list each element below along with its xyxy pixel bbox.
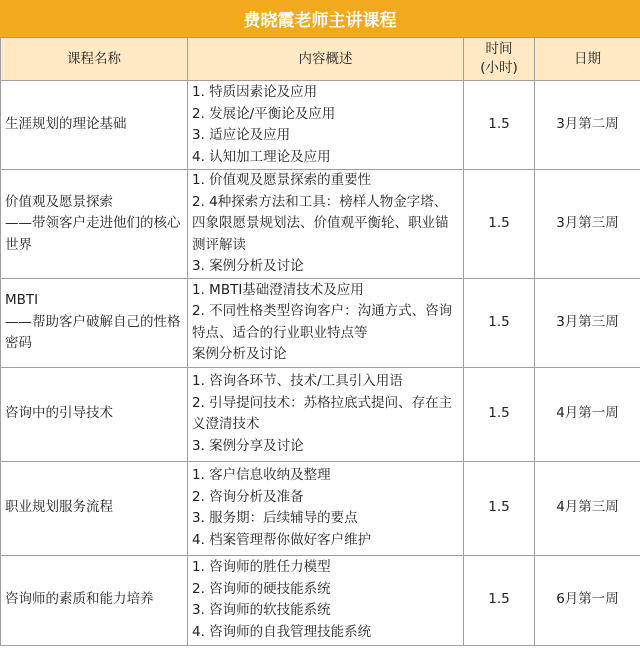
content-cell — [188, 278, 464, 367]
content-item: 2. 不同性格类型咨询客户：沟通方式、咨询特点、适合的行业职业特点等 — [192, 303, 453, 341]
course-name-line: 咨询师的素质和能力培养 — [5, 591, 154, 608]
header-content: 内容概述 — [188, 38, 464, 81]
header-course-name: 课程名称 — [1, 38, 188, 81]
header-hours — [464, 38, 535, 81]
content-cell — [188, 461, 464, 555]
date-cell: 3月第二周 — [535, 81, 640, 170]
header-date: 日期 — [535, 38, 640, 81]
course-table — [0, 37, 640, 646]
content-item: 3. 服务期：后续辅导的要点 — [192, 510, 358, 526]
content-item: 3. 案例分享及讨论 — [192, 437, 304, 454]
course-name-cell — [1, 81, 188, 170]
hours-cell: 1.5 — [464, 555, 535, 645]
table-row — [1, 81, 640, 170]
course-name-line: 价值观及愿景探索 — [5, 193, 113, 210]
hours-cell: 1.5 — [464, 461, 535, 555]
content-item: 2. 咨询师的硬技能系统 — [192, 580, 331, 597]
course-name-cell — [1, 170, 188, 279]
content-item: 3. 咨询师的软技能系统 — [192, 602, 331, 618]
content-item: 2. 4种探索方法和工具：榜样人物金字塔、四象限愿景规划法、价值观平衡轮、职业锚测评解读 — [192, 193, 449, 253]
course-name-cell — [1, 278, 188, 367]
content-item: 1. 咨询各环节、技术/工具引入用语 — [192, 373, 403, 389]
content-cell — [188, 367, 464, 461]
hours-cell: 1.5 — [464, 367, 535, 461]
content-item: 2. 发展论/平衡论及应用 — [192, 105, 336, 122]
content-item: 2. 咨询分析及准备 — [192, 488, 304, 505]
header-row — [1, 38, 640, 81]
content-item: 1. 客户信息收纳及整理 — [192, 467, 331, 483]
content-item: 案例分析及讨论 — [192, 346, 287, 362]
table-row — [1, 555, 640, 645]
course-name-line: 职业规划服务流程 — [5, 499, 113, 516]
content-cell — [188, 555, 464, 645]
table-row — [1, 278, 640, 367]
course-name-line: ——帮助客户破解自己的性格密码 — [5, 313, 181, 352]
content-item: 4. 认知加工理论及应用 — [192, 148, 331, 165]
hours-cell: 1.5 — [464, 81, 535, 170]
course-name-cell — [1, 367, 188, 461]
table-row — [1, 461, 640, 555]
content-item: 1. 咨询师的胜任力模型 — [192, 559, 331, 575]
course-name-line: 生涯规划的理论基础 — [5, 116, 127, 133]
table-row — [1, 170, 640, 279]
course-table-body — [1, 81, 640, 646]
date-cell: 4月第一周 — [535, 367, 640, 461]
content-item: 3. 适应论及应用 — [192, 127, 291, 143]
course-name-line: 咨询中的引导技术 — [5, 405, 113, 422]
course-name-cell — [1, 461, 188, 555]
page-title: 费晓霞老师主讲课程 — [0, 0, 640, 37]
content-item: 4. 咨询师的自我管理技能系统 — [192, 623, 372, 640]
header-hours-line2: (小时) — [480, 60, 518, 76]
content-item: 1. 特质因素论及应用 — [192, 84, 318, 100]
course-name-line: ——带领客户走进他们的核心世界 — [5, 215, 181, 253]
table-row — [1, 367, 640, 461]
date-cell: 6月第一周 — [535, 555, 640, 645]
date-cell: 3月第三周 — [535, 278, 640, 367]
content-item: 2. 引导提问技术：苏格拉底式提问、存在主义澄清技术 — [192, 394, 453, 432]
content-cell — [188, 170, 464, 279]
course-name-line: MBTI — [5, 292, 39, 309]
content-item: 1. MBTI基础澄清技术及应用 — [192, 281, 364, 298]
hours-cell: 1.5 — [464, 278, 535, 367]
content-cell — [188, 81, 464, 170]
header-hours-line1: 时间 — [485, 41, 513, 57]
content-item: 1. 价值观及愿景探索的重要性 — [192, 172, 372, 188]
date-cell: 3月第三周 — [535, 170, 640, 279]
content-item: 4. 档案管理帮你做好客户维护 — [192, 531, 372, 548]
hours-cell: 1.5 — [464, 170, 535, 279]
content-item: 3. 案例分析及讨论 — [192, 258, 304, 274]
date-cell: 4月第三周 — [535, 461, 640, 555]
course-name-cell — [1, 555, 188, 645]
